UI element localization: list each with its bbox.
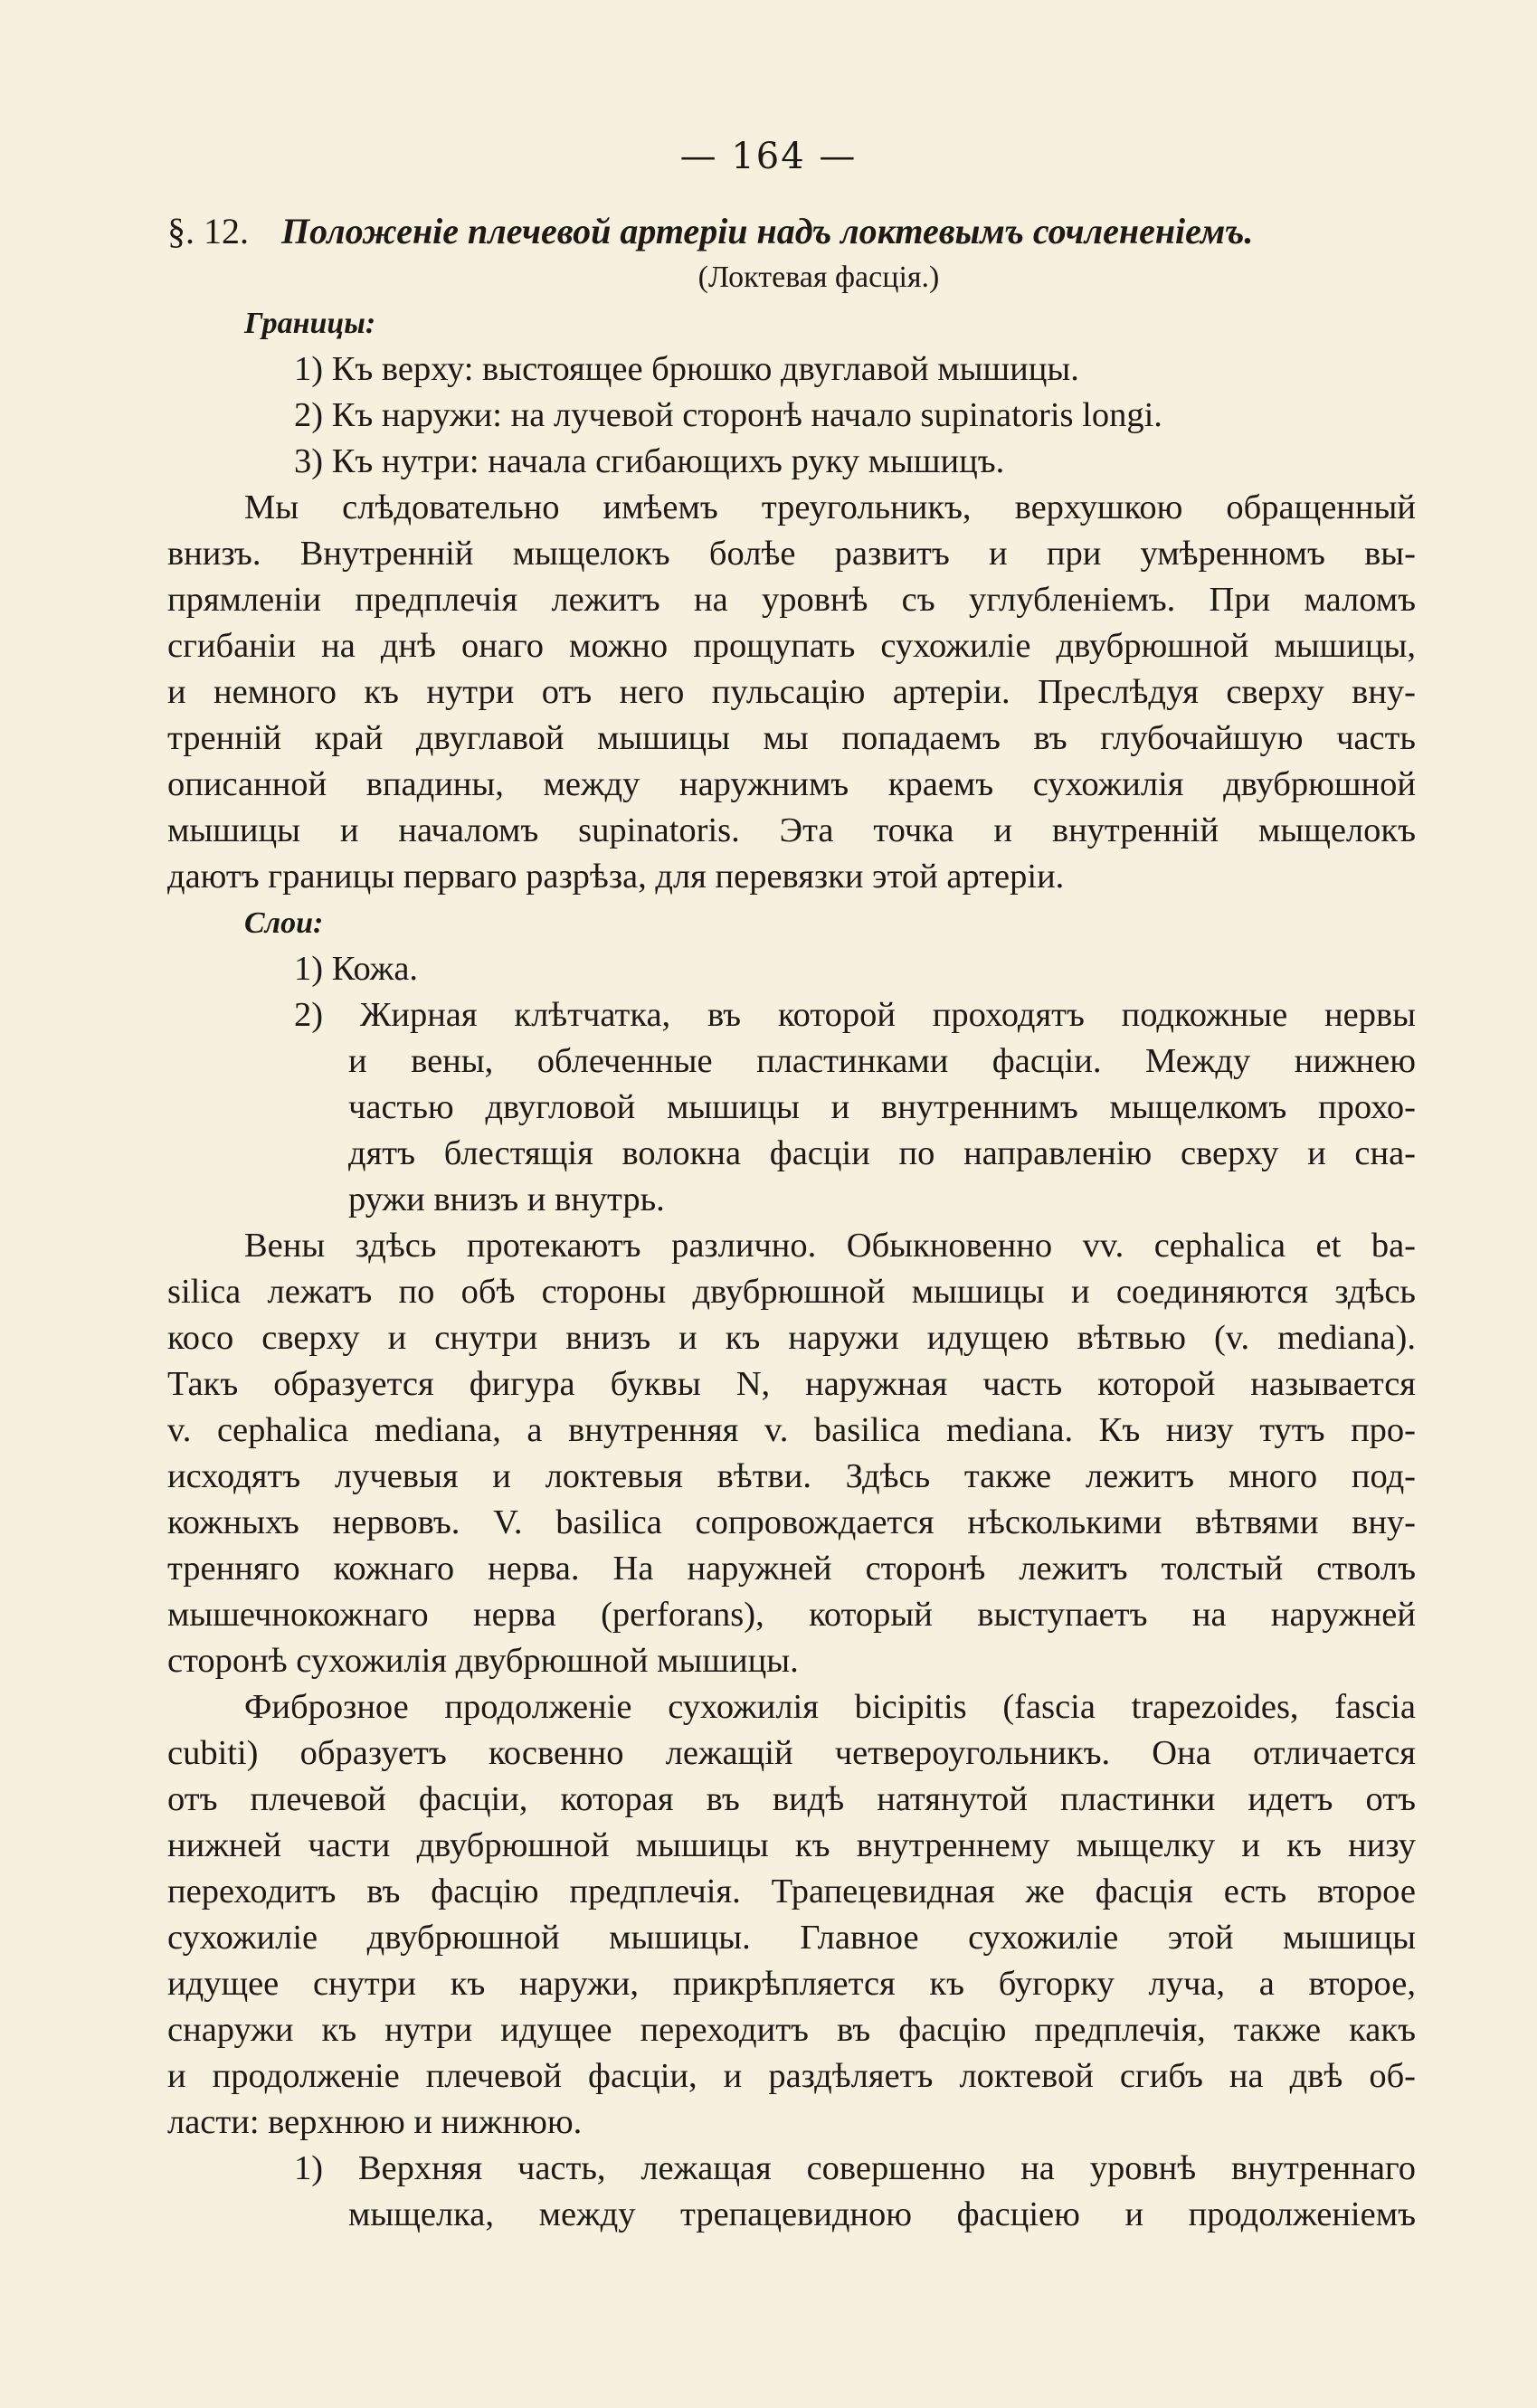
text-line: и немного къ нутри отъ него пульсацію артеріи. Преслѣдуя сверху вну- <box>167 673 1416 711</box>
list-item: 2) Къ наружи: на лучевой сторонѣ начало supinatoris longi. <box>294 396 1162 434</box>
text-line: исходятъ лучевыя и локтевыя вѣтви. Здѣсь также лежитъ много под- <box>167 1457 1416 1495</box>
list-item: 1) Верхняя часть, лежащая совершенно на уровнѣ внутреннаго <box>294 2149 1416 2187</box>
text-line: даютъ границы перваго разрѣза, для перевязки этой артеріи. <box>167 858 1065 896</box>
text-line: Мы слѣдовательно имѣемъ треугольникъ, верхушкою обращенный <box>244 488 1416 526</box>
text-line: сгибаніи на днѣ онаго можно прощупать сухожиліе двубрюшной мышицы, <box>167 627 1416 665</box>
list-item: 2) Жирная клѣтчатка, въ которой проходятъ подкожные нервы <box>294 996 1416 1034</box>
text-line: silica лежатъ по обѣ стороны двубрюшной мышицы и соединяются здѣсь <box>167 1273 1416 1311</box>
text-line: тренняго кожнаго нерва. На наружней сторонѣ лежитъ толстый стволъ <box>167 1550 1416 1588</box>
list-item-continued: частью двугловой мышицы и внутреннимъ мыщелкомъ прохо- <box>348 1088 1416 1126</box>
list-item: 3) Къ нутри: начала сгибающихъ руку мышицъ. <box>294 442 1005 480</box>
text-line: идущее снутри къ наружи, прикрѣпляется къ бугорку луча, а второе, <box>167 1965 1416 2003</box>
list-item: 1) Кожа. <box>294 950 419 988</box>
label-layers: Слои: <box>244 906 324 940</box>
text-line: Такъ образуется фигура буквы N, наружная часть которой называется <box>167 1365 1416 1403</box>
text-line: мышечнокожнаго нерва (perforans), который выступаетъ на наружней <box>167 1596 1416 1634</box>
page-body <box>167 208 1416 2238</box>
section-subtitle: (Локтевая фасція.) <box>697 261 940 294</box>
text-line: косо сверху и снутри внизъ и къ наружи идущею вѣтвью (v. mediana). <box>167 1319 1416 1357</box>
text-line: переходитъ въ фасцію предплечія. Трапецевидная же фасція есть второе <box>167 1872 1416 1910</box>
text-line: и продолженіе плечевой фасціи, и раздѣляетъ локтевой сгибъ на двѣ об- <box>167 2057 1416 2095</box>
text-line: снаружи къ нутри идущее переходитъ въ фасцію предплечія, также какъ <box>167 2011 1416 2049</box>
page-number: — 164 — <box>679 136 858 177</box>
list-item-continued: ружи внизъ и внутрь. <box>348 1180 665 1218</box>
list-item-continued: дятъ блестящія волокна фасціи по направленію сверху и сна- <box>348 1134 1416 1172</box>
text-line: v. cephalica mediana, а внутренняя v. basilica mediana. Къ низу тутъ про- <box>167 1411 1416 1449</box>
text-line: описанной впадины, между наружнимъ краемъ сухожилія двубрюшной <box>167 765 1416 803</box>
text-line: cubiti) образуетъ косвенно лежащій четвероугольникъ. Она отличается <box>167 1734 1416 1772</box>
list-item-continued: мыщелка, между трепацевидною фасціею и продолженіемъ <box>348 2195 1416 2233</box>
text-line: сухожиліе двубрюшной мышицы. Главное сухожиліе этой мышицы <box>167 1919 1416 1957</box>
text-line: тренній край двуглавой мышицы мы попадаемъ въ глубочайшую часть <box>167 719 1416 757</box>
text-line: внизъ. Внутренній мыщелокъ болѣе развитъ и при умѣренномъ вы- <box>167 535 1416 573</box>
text-line: нижней части двубрюшной мышицы къ внутреннему мыщелку и къ низу <box>167 1826 1416 1864</box>
text-line: кожныхъ нервовъ. V. basilica сопровождается нѣсколькими вѣтвями вну- <box>167 1503 1416 1541</box>
section-title: Положеніе плечевой артеріи надъ локтевымъ сочлененіемъ. <box>281 211 1254 251</box>
text-line: Вены здѣсь протекаютъ различно. Обыкновенно vv. cephalica et ba- <box>244 1227 1416 1265</box>
section-heading <box>167 208 1416 254</box>
text-line: мышицы и началомъ supinatoris. Эта точка и внутренній мыщелокъ <box>167 811 1416 849</box>
label-borders: Границы: <box>244 307 376 340</box>
text-line: сторонѣ сухожилія двубрюшной мышицы. <box>167 1642 799 1680</box>
text-line: отъ плечевой фасціи, которая въ видѣ натянутой пластинки идетъ отъ <box>167 1780 1416 1818</box>
text-line: Фиброзное продолженіе сухожилія bicipitis (fascia trapezoides, fascia <box>244 1688 1416 1726</box>
text-line: прямленіи предплечія лежитъ на уровнѣ съ углубленіемъ. При маломъ <box>167 581 1416 619</box>
text-line: ласти: верхнюю и нижнюю. <box>167 2103 583 2141</box>
list-item: 1) Къ верху: выстоящее брюшко двуглавой мышицы. <box>294 350 1079 388</box>
section-number: §. 12. <box>167 211 249 251</box>
list-item-continued: и вены, облеченные пластинками фасціи. Между нижнею <box>348 1042 1416 1080</box>
